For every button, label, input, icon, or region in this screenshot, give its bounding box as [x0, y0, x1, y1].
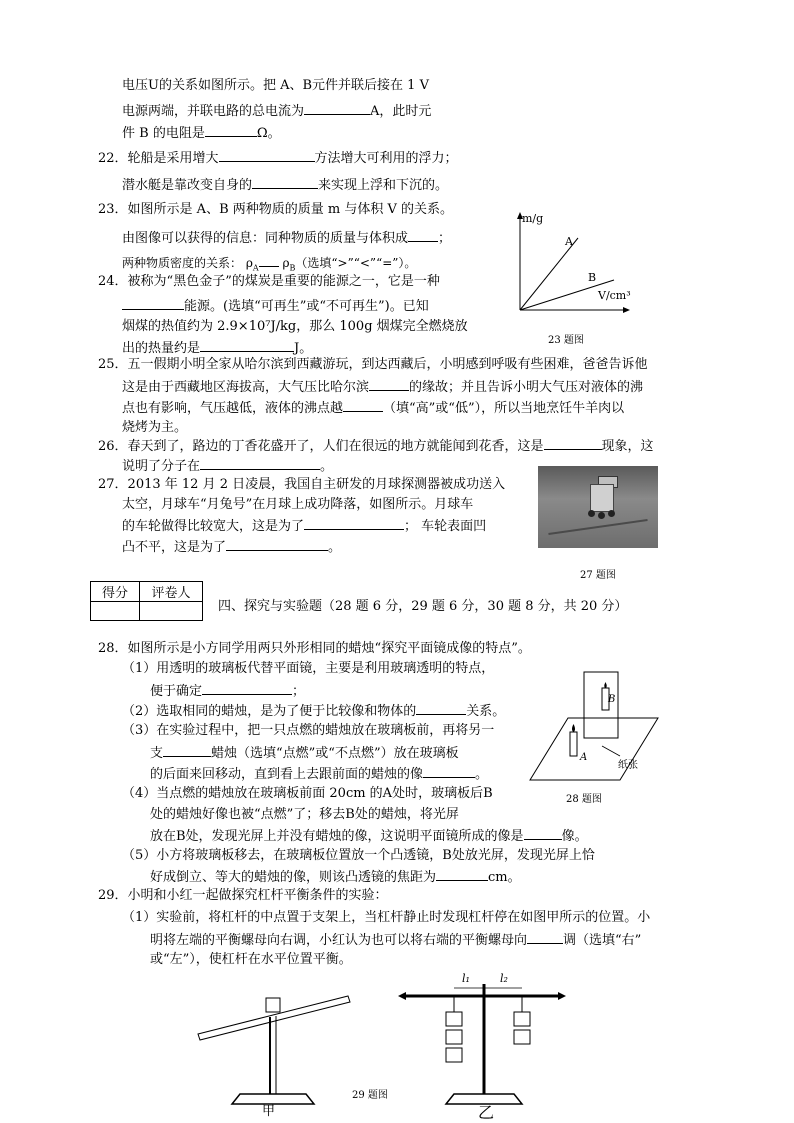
figure-29-caption: 29 题图	[352, 1090, 388, 1101]
rover-track	[548, 519, 647, 535]
q28-part4b: 处的蜡烛好像也被“点燃”了；移去B处的蜡烛，将光屏	[150, 807, 459, 822]
grader-header: 评卷人	[140, 582, 203, 602]
q22-line1: 22．轮船是采用增大 方法增大可利用的浮力；	[98, 148, 458, 168]
answer-blank[interactable]	[408, 228, 438, 242]
q24-line3: 烟煤的热值约为 2.9×10⁷J/kg，那么 100g 烟煤完全燃烧放	[122, 319, 468, 334]
q27-line3: 的车轮做得比较宽大，这是为了 ； 车轮表面凹	[122, 516, 486, 536]
figure-23-caption: 23 题图	[548, 335, 584, 346]
q28-part4c: 放在B处，发现光屏上并没有蜡烛的像，这说明平面镜所成的像是 像。	[150, 826, 588, 846]
q27-line2: 太空，月球车“月兔号”在月球上成功降落，如图所示。月球车	[122, 497, 474, 512]
q29-part1: （1）实验前，将杠杆的中点置于支架上，当杠杆静止时发现杠杆停在如图甲所示的位置。小	[122, 910, 651, 925]
line-b-label: B	[588, 271, 597, 284]
figure-27-caption: 27 题图	[580, 570, 616, 581]
label-b: B	[608, 694, 616, 705]
label-a: A	[580, 752, 588, 763]
q28-part4a: （4）当点燃的蜡烛放在玻璃板前面 20cm 的A处时，玻璃板后B	[122, 786, 493, 801]
answer-blank[interactable]	[304, 516, 404, 530]
x-axis-label: V/cm³	[598, 289, 631, 302]
answer-blank[interactable]	[423, 764, 475, 778]
answer-blank[interactable]	[163, 743, 211, 757]
left-weight	[446, 1012, 462, 1026]
pivot-top	[266, 998, 280, 1012]
answer-blank[interactable]	[205, 123, 257, 137]
q21-line2: 电源两端，并联电路的总电流为 A，此时元	[122, 101, 431, 121]
glass-plate	[584, 672, 618, 738]
answer-blank[interactable]	[226, 537, 328, 551]
q28-part2: （2）选取相同的蜡烛，是为了便于比较像和物体的 关系。	[122, 701, 505, 721]
q23-line2: 由图像可以获得的信息：同种物质的质量与体积成 ；	[122, 228, 451, 248]
q21-line1: 电压U的关系如图所示。把 A、B元件并联后接在 1 V	[122, 78, 429, 93]
answer-blank[interactable]	[343, 398, 383, 412]
answer-blank[interactable]	[436, 867, 488, 881]
answer-blank[interactable]	[304, 101, 370, 115]
answer-blank[interactable]	[524, 826, 562, 840]
q28-part1: （1）用透明的玻璃板代替平面镜，主要是利用玻璃透明的特点，	[122, 661, 495, 676]
q25-line2: 这是由于西藏地区海拔高，大气压比哈尔滨 的缘故；并且告诉小明大气压对液体的沸	[122, 377, 643, 397]
q28-part3b: 支 蜡烛（选填“点燃”或“不点燃”）放在玻璃板	[150, 743, 459, 763]
answer-blank[interactable]	[544, 436, 602, 450]
answer-blank[interactable]	[527, 930, 563, 944]
q23-line3: 两种物质密度的关系： $\rho_A$ $\rho_B$（选填“>”“<”“=”）。	[122, 253, 416, 277]
score-header: 得分	[91, 582, 140, 602]
rover-body	[590, 484, 614, 512]
label-jia: 甲	[262, 1104, 276, 1119]
q26-line2: 说明了分子在 。	[122, 456, 333, 476]
line-a	[520, 238, 578, 310]
q28-line0: 28．如图所示是小方同学用两只外形相同的蜡烛“探究平面镜成像的特点”。	[98, 641, 531, 656]
grader-cell[interactable]	[140, 602, 203, 621]
q24-line2: 能源。(选填“可再生”或“不可再生”)。已知	[122, 296, 429, 316]
score-table	[90, 581, 203, 621]
q29-part1c: 或“左”），使杠杆在水平位置平衡。	[150, 952, 352, 967]
q29-line0: 29．小明和小红一起做探究杠杆平衡条件的实验：	[98, 888, 388, 903]
q27-line4: 凸不平，这是为了 。	[122, 537, 341, 557]
label-l1: l₁	[462, 972, 470, 985]
q28-part3c: 的后面来回移动，直到看上去跟前面的蜡烛的像 。	[150, 764, 488, 784]
line-a-label: A	[565, 235, 573, 248]
answer-blank[interactable]	[252, 175, 318, 189]
q29-part1b: 明将左端的平衡螺母向右调，小红认为也可以将右端的平衡螺母向 调（选填“右”	[150, 930, 641, 950]
right-weight	[514, 1030, 530, 1044]
y-axis-label: m/g	[522, 212, 544, 225]
answer-blank[interactable]	[416, 701, 466, 715]
q28-part5b: 好成倒立、等大的蜡烛的像，则该凸透镜的焦距为 cm。	[150, 867, 521, 887]
figure-28-caption: 28 题图	[566, 794, 602, 805]
answer-blank[interactable]	[369, 377, 409, 391]
q25-line4: 烧烤为主。	[122, 420, 188, 435]
right-weight	[514, 1012, 530, 1026]
q24-line4: 出的热量约是 J。	[122, 338, 312, 358]
lunar-rover-photo	[538, 466, 658, 548]
figure-29-lever-jia	[196, 994, 356, 1106]
answer-blank[interactable]	[259, 253, 279, 267]
q24-line1: 24．被称为“黑色金子”的煤炭是重要的能源之一，它是一种	[98, 274, 440, 289]
answer-blank[interactable]	[122, 296, 184, 310]
flame-a	[572, 724, 575, 732]
paper-pointer	[602, 746, 620, 756]
left-weight	[446, 1030, 462, 1044]
q28-part5a: （5）小方将玻璃板移去，在玻璃板位置放一个凸透镜，B处放光屏，发现光屏上恰	[122, 848, 595, 863]
rover-wheel	[608, 510, 615, 517]
q28-part1b: 便于确定 ；	[150, 681, 305, 701]
lever-left-end	[398, 992, 406, 1000]
label-yi: 乙	[478, 1103, 495, 1122]
tilted-lever	[198, 996, 350, 1040]
rover-wheel	[598, 512, 605, 519]
q25-line3: 点也有影响，气压越低，液体的沸点越 （填“高”或“低”），所以当地烹饪牛羊肉以	[122, 398, 624, 418]
q27-line1: 27．2013 年 12 月 2 日凌晨，我国自主研发的月球探测器被成功送入	[98, 477, 506, 492]
left-weight	[446, 1048, 462, 1062]
flame-b	[604, 682, 607, 688]
figure-29-lever-yi	[398, 978, 568, 1106]
lever-right-end	[558, 992, 566, 1000]
paper-sheet	[530, 718, 658, 780]
answer-blank[interactable]	[219, 148, 315, 162]
section-4-heading: 四、探究与实验题（28 题 6 分，29 题 6 分，30 题 8 分，共 20 分）	[218, 599, 628, 614]
score-cell[interactable]	[91, 602, 140, 621]
answer-blank[interactable]	[202, 681, 292, 695]
figure-23-graph	[510, 212, 630, 322]
paper-label: 纸张	[618, 760, 638, 771]
q22-line2: 潜水艇是靠改变自身的 来实现上浮和下沉的。	[122, 175, 448, 195]
figure-28-mirror-setup	[530, 660, 670, 790]
q28-part3a: （3）在实验过程中，把一只点燃的蜡烛放在玻璃板前，再将另一	[122, 723, 495, 738]
q25-line1: 25．五一假期小明全家从哈尔滨到西藏游玩，到达西藏后，小明感到呼吸有些困难，爸爸告诉他	[98, 357, 648, 372]
q26-line1: 26．春天到了，路边的丁香花盛开了，人们在很远的地方就能闻到花香，这是 现象，这	[98, 436, 654, 456]
answer-blank[interactable]	[200, 456, 320, 470]
candle-a	[570, 732, 577, 756]
x-axis-arrow	[623, 307, 630, 313]
label-l2: l₂	[500, 972, 508, 985]
q21-line3: 件 B 的电阻是 Ω。	[122, 123, 281, 143]
rover-wheel	[588, 510, 595, 517]
answer-blank[interactable]	[200, 338, 294, 352]
q23-line1: 23．如图所示是 A、B 两种物质的质量 m 与体积 V 的关系。	[98, 202, 453, 217]
